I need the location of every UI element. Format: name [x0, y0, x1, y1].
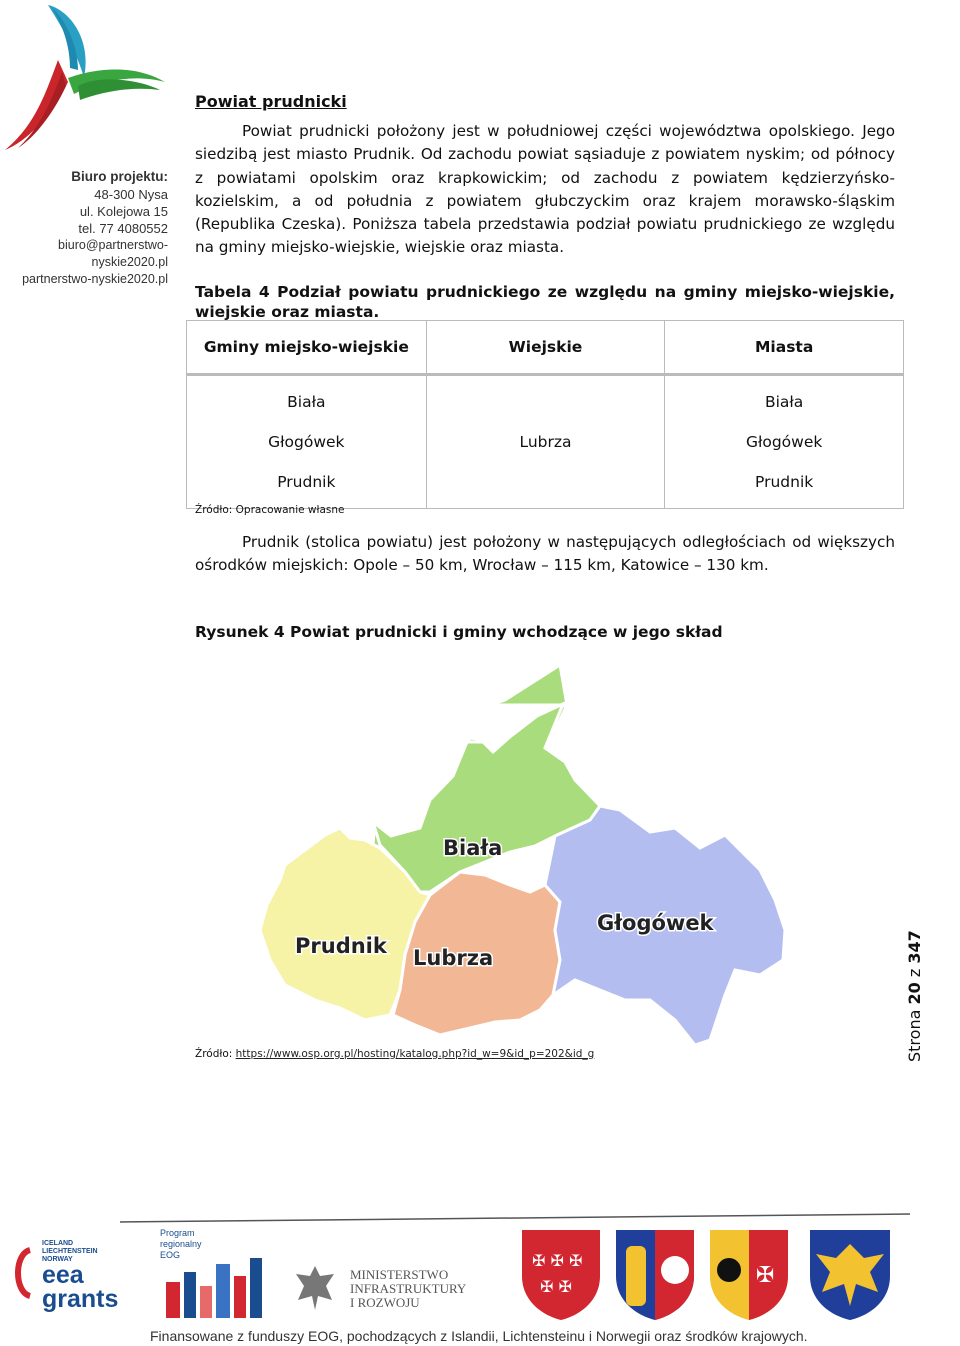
office-postcode: 48-300 Nysa — [94, 187, 168, 202]
figure-source-link[interactable]: https://www.osp.org.pl/hosting/katalog.php?id_w=9&id_p=202&id_g — [235, 1048, 595, 1060]
office-title: Biuro projektu: — [71, 169, 168, 184]
map-label-lubrza: Lubrza — [413, 946, 494, 970]
ministry-line-2: INFRASTRUKTURY — [350, 1281, 467, 1296]
table-header-row — [187, 321, 904, 375]
svg-text:✠: ✠ — [756, 1263, 775, 1288]
table-caption: Tabela 4 Podział powiatu prudnickiego ze względu na gminy miejsko-wiejskie, wiejskie oraz miasta. — [195, 283, 895, 321]
table-header-cell: Miasta — [665, 321, 904, 375]
table-source: Źródło: Opracowanie własne — [195, 504, 345, 516]
powiat-map — [255, 660, 795, 1055]
eea-swirl-icon — [10, 1246, 34, 1300]
map-label-glogowek: Głogówek — [597, 911, 714, 935]
funding-note: Finansowane z funduszy EOG, pochodzących z Islandii, Lichtensteinu i Norwegii oraz środków krajowych. — [150, 1328, 808, 1344]
figure-caption: Rysunek 4 Powiat prudnicki i gminy wchodzące w jego skład — [195, 623, 723, 641]
distance-paragraph-text: Prudnik (stolica powiatu) jest położony w następujących odległościach od większych ośrodków miejskich: Opole – 50 km, Wrocław – 115 km, Katowice – 130 km. — [195, 533, 895, 575]
office-street: ul. Kolejowa 15 — [79, 204, 168, 219]
eea-country-liechtenstein: LIECHTENSTEIN — [42, 1248, 98, 1255]
footer-divider — [120, 1212, 910, 1224]
svg-text:✠ ✠: ✠ ✠ — [540, 1277, 572, 1296]
page-total: 347 — [905, 930, 924, 964]
distance-paragraph — [195, 531, 895, 578]
polish-eagle-icon — [290, 1262, 340, 1314]
table-cell-towns — [665, 375, 904, 509]
ministry-logo — [290, 1262, 480, 1314]
table-cell-urban-rural — [187, 375, 427, 509]
gmina-name: Biała — [287, 393, 326, 411]
office-address — [0, 168, 168, 288]
page-prefix: Strona — [905, 1004, 924, 1062]
coat-of-arms-eagle-icon — [810, 1230, 890, 1320]
town-name: Biała — [764, 393, 804, 411]
program-line-1: Program — [160, 1228, 195, 1238]
gmina-name: Lubrza — [519, 433, 572, 451]
gmina-name: Głogówek — [268, 433, 345, 451]
coats-of-arms — [518, 1226, 898, 1322]
office-website[interactable]: partnerstwo-nyskie2020.pl — [22, 272, 168, 286]
table-row — [187, 375, 904, 509]
svg-text:✠ ✠ ✠: ✠ ✠ ✠ — [532, 1251, 583, 1270]
gminy-table — [186, 320, 904, 509]
city-buildings-icon — [158, 1254, 268, 1319]
gmina-name: Prudnik — [277, 473, 336, 491]
eea-country-norway: NORWAY — [42, 1256, 73, 1263]
table-header-cell: Wiejskie — [426, 321, 665, 375]
eea-grants-logo — [10, 1240, 125, 1320]
table-header-cell: Gminy miejsko-wiejskie — [187, 321, 427, 375]
eea-word: eea — [42, 1261, 84, 1289]
program-regionalny-logo — [158, 1228, 268, 1320]
section-title: Powiat prudnicki — [195, 92, 347, 111]
page-current: 20 — [905, 982, 924, 1005]
office-email[interactable]: biuro@partnerstwo-nyskie2020.pl — [58, 238, 168, 269]
town-name: Głogówek — [745, 433, 823, 451]
intro-paragraph-text: Powiat prudnicki położony jest w południowej części województwa opolskiego. Jego siedzibą jest miasto Prudnik. Od zachodu powiat sąsiaduje z powiatem nyskim; od północy z powiatami opolskim oraz krapkowickim; od zachodu z powiatem kędzierzyńsko-kozielskim, a od południa z powiatem głubczyckim oraz krajem morawsko-śląskim (Republika Czeska). Poniższa tabela przedstawia podział powiatu prudnickiego ze względu na gminy miejsko-wiejskie, wiejskie oraz miasta. — [195, 122, 895, 257]
partnership-logo-icon — [0, 0, 175, 160]
grants-word: grants — [42, 1285, 119, 1313]
map-label-prudnik: Prudnik — [295, 934, 387, 958]
figure-source-prefix: Źródło: — [195, 1048, 236, 1060]
program-line-3: EOG — [160, 1250, 181, 1260]
coat-of-arms-blue-icon — [616, 1230, 694, 1320]
coat-of-arms-red-icon — [522, 1230, 600, 1320]
page-number — [905, 930, 924, 1062]
ministry-line-1: MINISTERSTWO — [350, 1267, 449, 1282]
coat-of-arms-split-icon — [710, 1230, 788, 1320]
map-label-biala: Biała — [443, 836, 503, 860]
town-name: Prudnik — [755, 473, 814, 491]
intro-paragraph — [195, 120, 895, 260]
office-phone: tel. 77 4080552 — [78, 221, 168, 236]
program-line-2: regionalny — [160, 1239, 202, 1249]
ministry-line-3: I ROZWOJU — [350, 1295, 420, 1310]
page-separator: z — [905, 963, 924, 983]
table-cell-rural — [426, 375, 665, 509]
figure-source — [195, 1048, 594, 1060]
eea-country-iceland: ICELAND — [42, 1240, 74, 1247]
